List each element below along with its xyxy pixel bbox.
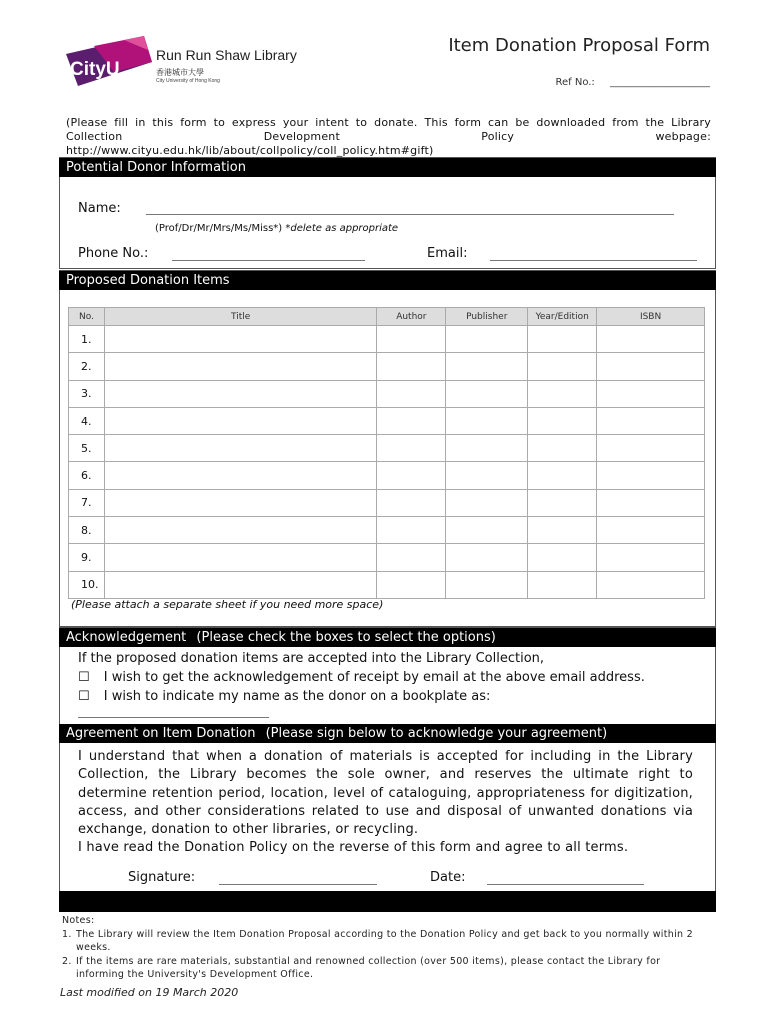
agreement-paragraph-1: I understand that when a donation of materials is accepted for including in the Library Collection, the Library becomes the sole owner, and reserves the ultimate right to determine retention period, location, level of cataloguing, appropriateness for digitization, access, and other considerations related to use and disposal of unwanted donations via exchange, donation to other libraries, or recycling. [78,749,693,838]
intro-url: http://www.cityu.edu.hk/lib/about/collpolicy/coll_policy.htm#gift) [66,144,434,157]
table-cell-input[interactable] [377,353,446,380]
table-cell-input[interactable] [528,380,597,407]
title-hint-note: *delete as appropriate [285,223,399,234]
email-label: Email: [427,246,468,261]
table-row [69,353,705,380]
row-number: 5. [69,435,105,462]
items-section-header: Proposed Donation Items [59,271,716,290]
table-cell-input[interactable] [528,571,597,598]
signature-label: Signature: [128,870,196,885]
table-cell-input[interactable] [528,544,597,571]
row-number: 2. [69,353,105,380]
table-cell-input[interactable] [597,517,705,544]
note-text: If the items are rare materials, substantial and renowned collection (over 500 items), please contact the Library for informing the University's Development Office. [76,956,661,980]
cityu-logo-mark [64,36,156,92]
notes [62,914,706,981]
phone-field[interactable] [172,260,365,261]
column-header: Year/Edition [528,308,597,326]
acknowledgement-option-bookplate [78,689,490,704]
table-cell-input[interactable] [104,353,376,380]
table-cell-input[interactable] [377,489,446,516]
table-cell-input[interactable] [104,571,376,598]
note-number: 1. [62,929,72,940]
table-cell-input[interactable] [446,326,528,353]
table-cell-input[interactable] [597,571,705,598]
row-number: 8. [69,517,105,544]
agreement-title: Agreement on Item Donation [66,726,256,741]
acknowledgement-title: Acknowledgement [66,630,187,645]
title-hint [155,223,398,234]
table-cell-input[interactable] [597,462,705,489]
table-cell-input[interactable] [446,435,528,462]
option-email-label: I wish to get the acknowledgement of receipt by email at the above email address. [103,670,645,685]
table-body [69,326,705,599]
bookplate-name-field[interactable] [78,717,269,718]
table-cell-input[interactable] [377,407,446,434]
row-number: 3. [69,380,105,407]
table-cell-input[interactable] [104,407,376,434]
university-name-en: City University of Hong Kong [156,78,220,84]
table-cell-input[interactable] [528,353,597,380]
table-row [69,326,705,353]
row-number: 1. [69,326,105,353]
table-cell-input[interactable] [377,462,446,489]
table-cell-input[interactable] [377,380,446,407]
table-row [69,435,705,462]
logo-text: CityU [70,59,120,80]
note-text: The Library will review the Item Donation Proposal according to the Donation Policy and get back to you normally within 2 weeks. [76,929,694,953]
ref-no [430,77,710,88]
agreement-paragraph-2: I have read the Donation Policy on the reverse of this form and agree to all terms. [78,840,629,856]
title-hint-options: (Prof/Dr/Mr/Mrs/Ms/Miss*) [155,223,283,234]
name-field[interactable] [146,214,674,215]
row-number: 10. [69,571,105,598]
form-title: Item Donation Proposal Form [448,35,710,56]
column-header: Title [104,308,376,326]
table-cell-input[interactable] [597,489,705,516]
table-cell-input[interactable] [104,462,376,489]
checkbox-email[interactable]: ☐ [78,670,90,685]
table-row [69,517,705,544]
column-header: Author [377,308,446,326]
agreement-note: (Please sign below to acknowledge your agreement) [265,726,608,741]
row-number: 9. [69,544,105,571]
phone-label: Phone No.: [78,246,149,261]
note-item [62,928,706,954]
agreement-text [78,748,693,858]
table-cell-input[interactable] [446,517,528,544]
intro-line-1: (Please fill in this form to express your intent to donate. This form can be downloaded from the Library Collection Development Policy webpage: [66,116,711,143]
column-header: No. [69,308,105,326]
column-header: Publisher [446,308,528,326]
table-cell-input[interactable] [446,571,528,598]
table-cell-input[interactable] [597,435,705,462]
table-cell-input[interactable] [528,489,597,516]
row-number: 4. [69,407,105,434]
table-cell-input[interactable] [377,326,446,353]
table-cell-input[interactable] [104,517,376,544]
email-field[interactable] [490,260,697,261]
agreement-section-header [59,724,716,743]
table-cell-input[interactable] [446,407,528,434]
table-cell-input[interactable] [377,571,446,598]
library-name: Run Run Shaw Library [156,47,297,63]
table-cell-input[interactable] [528,407,597,434]
table-cell-input[interactable] [377,544,446,571]
signature-field[interactable] [219,884,377,885]
column-header: ISBN [597,308,705,326]
ref-no-field[interactable]: ____________________ [610,77,710,88]
table-cell-input[interactable] [597,326,705,353]
table-row [69,571,705,598]
university-name-cn: 香港城市大學 [156,68,204,77]
notes-list [62,928,706,981]
option-bookplate-label: I wish to indicate my name as the donor on a bookplate as: [103,689,491,704]
name-label: Name: [78,201,121,216]
table-cell-input[interactable] [104,435,376,462]
agreement-footer-bar [59,891,716,912]
acknowledgement-intro: If the proposed donation items are accepted into the Library Collection, [78,651,545,666]
table-cell-input[interactable] [528,435,597,462]
notes-title: Notes: [62,915,95,926]
table-cell-input[interactable] [377,517,446,544]
table-cell-input[interactable] [446,544,528,571]
acknowledgement-option-email [78,670,645,685]
table-cell-input[interactable] [446,462,528,489]
table-cell-input[interactable] [528,462,597,489]
table-cell-input[interactable] [597,407,705,434]
table-row [69,407,705,434]
table-cell-input[interactable] [104,326,376,353]
table-cell-input[interactable] [104,380,376,407]
row-number: 7. [69,489,105,516]
table-cell-input[interactable] [446,353,528,380]
table-cell-input[interactable] [597,544,705,571]
intro-text [66,116,711,158]
table-cell-input[interactable] [446,380,528,407]
note-number: 2. [62,956,72,967]
table-row [69,462,705,489]
acknowledgement-section-header [59,628,716,647]
table-cell-input[interactable] [104,489,376,516]
acknowledgement-note: (Please check the boxes to select the options) [196,630,496,645]
table-cell-input[interactable] [377,435,446,462]
row-number: 6. [69,462,105,489]
donor-section-header: Potential Donor Information [59,158,716,177]
checkbox-bookplate[interactable]: ☐ [78,689,90,704]
table-cell-input[interactable] [528,517,597,544]
table-row [69,489,705,516]
date-field[interactable] [487,884,644,885]
ref-no-label: Ref No.: [555,77,595,88]
table-cell-input[interactable] [597,380,705,407]
table-header-row [69,308,705,326]
table-row [69,544,705,571]
donation-items-table [68,307,705,599]
library-logo [64,36,304,92]
table-cell-input[interactable] [104,544,376,571]
table-cell-input[interactable] [528,326,597,353]
date-label: Date: [430,870,466,885]
table-row [69,380,705,407]
table-cell-input[interactable] [446,489,528,516]
last-modified: Last modified on 19 March 2020 [60,986,239,999]
note-item [62,955,706,981]
items-note: (Please attach a separate sheet if you need more space) [71,598,384,611]
table-cell-input[interactable] [597,353,705,380]
